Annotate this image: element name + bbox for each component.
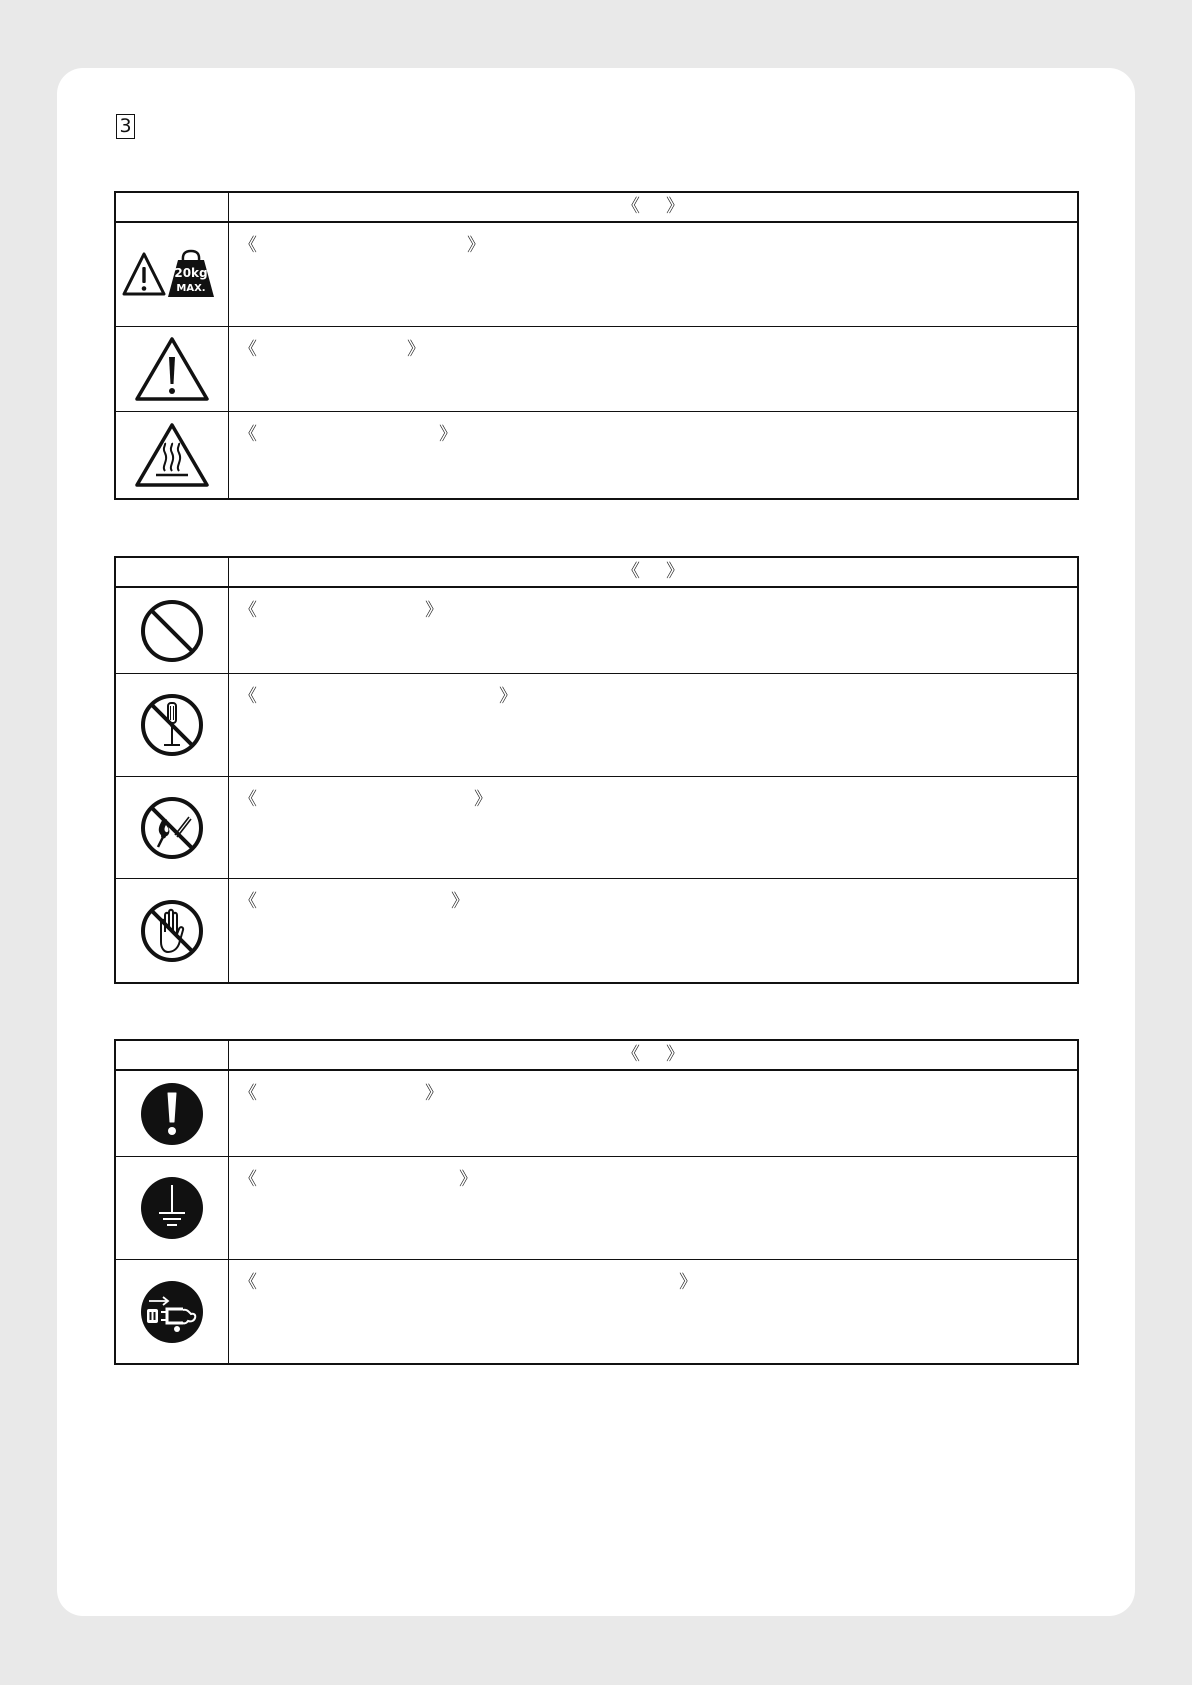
bracket-open: 《 <box>239 235 257 256</box>
table-header <box>116 558 1077 588</box>
description-cell <box>229 588 1077 673</box>
mandatory-action-icon <box>139 1081 205 1147</box>
bracket-close: 》 <box>407 339 425 360</box>
icon-cell <box>116 223 229 326</box>
bracket-close: 》 <box>425 600 443 621</box>
bracket-open: 《 <box>239 424 257 445</box>
description-cell <box>229 412 1077 498</box>
table-row <box>116 1071 1077 1157</box>
icon-cell <box>116 327 229 411</box>
description-cell <box>229 674 1077 776</box>
description-cell <box>229 1260 1077 1363</box>
bracket-open: 《 <box>239 686 257 707</box>
bracket-open: 《 <box>239 1169 257 1190</box>
warning-symbols-table <box>114 191 1079 500</box>
table-row <box>116 412 1077 498</box>
icon-cell <box>116 879 229 982</box>
table-row <box>116 588 1077 674</box>
table-row <box>116 777 1077 879</box>
description-cell <box>229 777 1077 878</box>
bracket-open: 《 <box>622 196 640 217</box>
no-disassembly-icon <box>139 692 205 758</box>
ground-connection-icon <box>139 1175 205 1241</box>
description-cell <box>229 327 1077 411</box>
icon-cell <box>116 1071 229 1156</box>
bracket-close: 》 <box>459 1169 477 1190</box>
bracket-close: 》 <box>499 686 517 707</box>
prohibition-symbols-table <box>114 556 1079 984</box>
no-open-flame-icon <box>139 795 205 861</box>
table-row <box>116 1260 1077 1363</box>
icon-cell <box>116 1260 229 1363</box>
bracket-open: 《 <box>239 1083 257 1104</box>
table-row <box>116 879 1077 982</box>
bracket-close: 》 <box>666 561 684 582</box>
description-cell <box>229 1071 1077 1156</box>
unplug-power-icon <box>139 1279 205 1345</box>
hot-surface-icon <box>134 421 210 489</box>
table-row <box>116 223 1077 327</box>
table-header <box>116 1041 1077 1071</box>
header-title-cell <box>229 558 1077 586</box>
header-icon-cell <box>116 558 229 586</box>
header-title-cell <box>229 1041 1077 1069</box>
mandatory-symbols-table <box>114 1039 1079 1365</box>
header-icon-cell <box>116 1041 229 1069</box>
max-label: MAX. <box>176 282 206 294</box>
bracket-close: 》 <box>666 196 684 217</box>
bracket-open: 《 <box>622 1044 640 1065</box>
bracket-open: 《 <box>239 789 257 810</box>
weight-label: 20kg <box>174 265 208 280</box>
table-row <box>116 674 1077 777</box>
bracket-close: 》 <box>451 891 469 912</box>
bracket-open: 《 <box>239 600 257 621</box>
bracket-close: 》 <box>679 1272 697 1293</box>
icon-cell <box>116 412 229 498</box>
bracket-close: 》 <box>467 235 485 256</box>
bracket-open: 《 <box>239 891 257 912</box>
warning-heavy-20kg-icon <box>122 248 222 302</box>
description-cell <box>229 223 1077 326</box>
general-caution-icon <box>134 335 210 403</box>
table-row <box>116 327 1077 412</box>
table-header <box>116 193 1077 223</box>
general-prohibition-icon <box>139 598 205 664</box>
header-icon-cell <box>116 193 229 221</box>
description-cell <box>229 1157 1077 1259</box>
bracket-open: 《 <box>622 561 640 582</box>
icon-cell <box>116 777 229 878</box>
section-number: 3 <box>116 114 135 139</box>
icon-cell <box>116 588 229 673</box>
icon-cell <box>116 674 229 776</box>
bracket-close: 》 <box>425 1083 443 1104</box>
header-title-cell <box>229 193 1077 221</box>
icon-cell <box>116 1157 229 1259</box>
bracket-close: 》 <box>474 789 492 810</box>
bracket-open: 《 <box>239 339 257 360</box>
table-row <box>116 1157 1077 1260</box>
bracket-open: 《 <box>239 1272 257 1293</box>
description-cell <box>229 879 1077 982</box>
bracket-close: 》 <box>666 1044 684 1065</box>
do-not-touch-icon <box>139 898 205 964</box>
bracket-close: 》 <box>439 424 457 445</box>
